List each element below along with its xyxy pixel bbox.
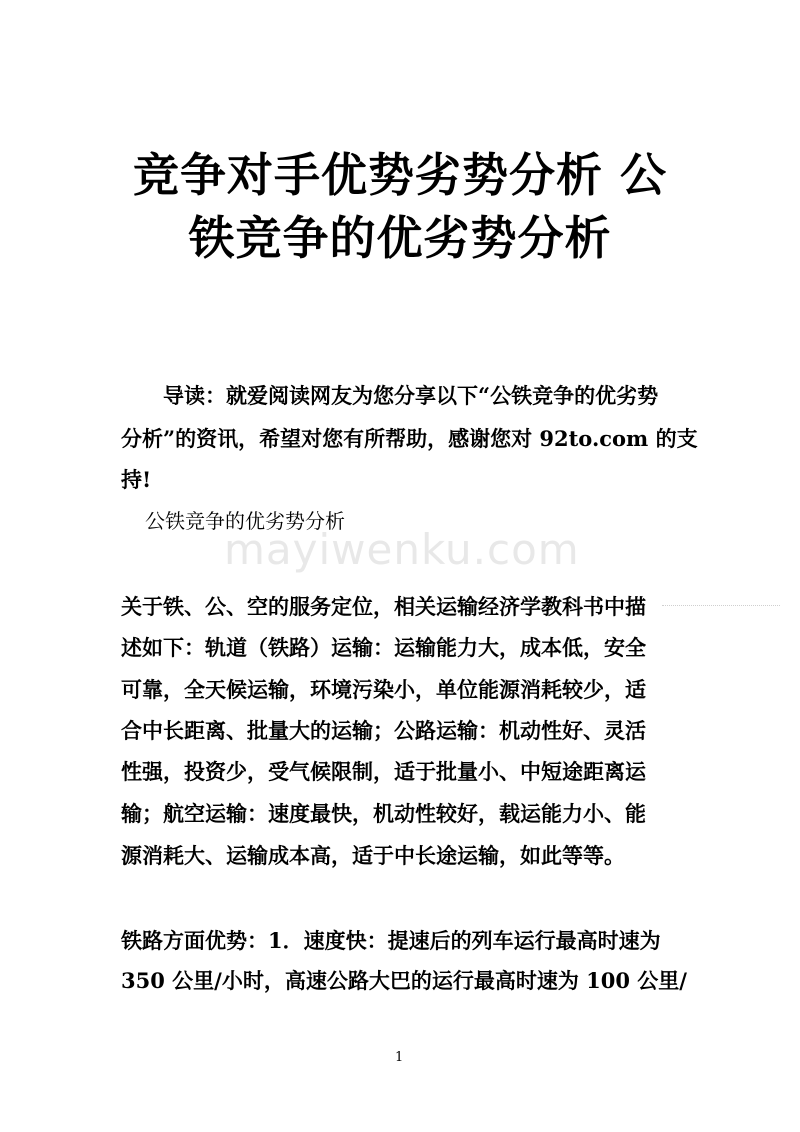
dotted-leader xyxy=(662,605,780,606)
para1-line-5: 性强，投资少，受气候限制，适于批量小、中短途距离运 xyxy=(121,759,646,784)
para2-line-1: 铁路方面优势：1．速度快：提速后的列车运行最高时速为 xyxy=(121,928,661,953)
para1-line-3: 可靠，全天候运输，环境污染小，单位能源消耗较少，适 xyxy=(121,677,646,702)
document-title-line-1: 竞争对手优势劣势分析 公 xyxy=(132,148,667,202)
intro-line-2: 分析”的资讯，希望对您有所帮助，感谢您对 92to.com 的支 xyxy=(121,426,698,451)
para1-line-1: 关于铁、公、空的服务定位，相关运输经济学教科书中描 xyxy=(121,594,646,619)
section-subtitle: 公铁竞争的优劣势分析 xyxy=(145,509,345,533)
para1-line-7: 源消耗大、运输成本高，适于中长途运输，如此等等。 xyxy=(121,843,625,868)
watermark: mayiwenku.com xyxy=(224,525,580,574)
para2-line-2: 350 公里/小时，高速公路大巴的运行最高时速为 100 公里/ xyxy=(121,968,687,993)
para1-line-6: 输；航空运输：速度最快，机动性较好，载运能力小、能 xyxy=(121,801,646,826)
page-number: 1 xyxy=(395,1050,404,1065)
document-title-line-2: 铁竞争的优劣势分析 xyxy=(188,211,612,265)
intro-line-3: 持! xyxy=(121,467,152,492)
intro-line-1: 导读：就爱阅读网友为您分享以下“公铁竞争的优劣势 xyxy=(163,383,659,408)
para1-line-4: 合中长距离、批量大的运输；公路运输：机动性好、灵活 xyxy=(121,718,646,743)
para1-line-2: 述如下：轨道（铁路）运输：运输能力大，成本低，安全 xyxy=(121,635,646,660)
